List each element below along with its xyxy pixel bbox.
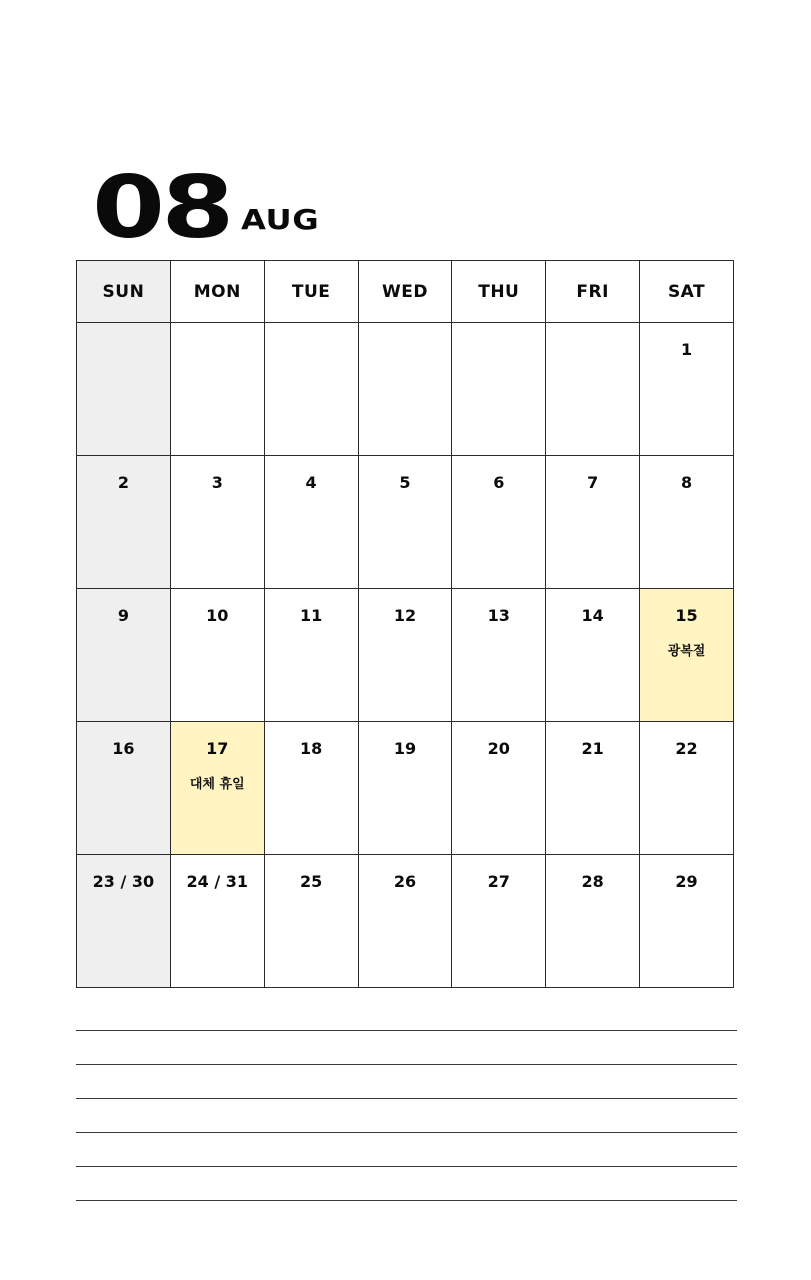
day-number: 13 <box>487 606 510 625</box>
day-number: 26 <box>393 872 417 891</box>
weekday-fri: FRI <box>546 261 640 323</box>
day-number: 6 <box>493 473 505 492</box>
day-cell-fri[interactable] <box>546 722 640 855</box>
calendar-grid <box>76 260 734 988</box>
week-row <box>77 589 734 722</box>
day-cell-thu[interactable] <box>452 323 546 456</box>
day-cell-wed[interactable] <box>358 855 452 988</box>
notes-area <box>76 1030 737 1234</box>
note-line[interactable] <box>76 1166 737 1167</box>
day-cell-sun[interactable] <box>77 722 171 855</box>
day-number: 5 <box>399 473 411 492</box>
day-number: 22 <box>675 739 698 758</box>
day-cell-tue[interactable] <box>264 456 358 589</box>
day-number: 4 <box>305 473 317 492</box>
note-line[interactable] <box>76 1030 737 1031</box>
holiday-label: 광복절 <box>667 644 706 659</box>
day-number: 12 <box>393 606 417 625</box>
day-number: 9 <box>117 606 129 625</box>
day-cell-wed[interactable] <box>358 456 452 589</box>
day-cell-sun[interactable] <box>77 456 171 589</box>
note-line[interactable] <box>76 1132 737 1133</box>
weekday-mon: MON <box>170 261 264 323</box>
day-cell-sat[interactable] <box>640 722 734 855</box>
weekday-tue: TUE <box>264 261 358 323</box>
calendar-body <box>77 323 734 988</box>
day-cell-fri[interactable] <box>546 855 640 988</box>
day-number: 11 <box>299 606 323 625</box>
day-cell-wed[interactable] <box>358 722 452 855</box>
day-cell-thu[interactable] <box>452 855 546 988</box>
day-cell-mon[interactable] <box>170 722 264 855</box>
day-number: 25 <box>299 872 323 891</box>
week-row <box>77 456 734 589</box>
day-number: 23 / 30 <box>92 872 155 891</box>
day-number: 8 <box>680 473 693 492</box>
weekday-thu: THU <box>452 261 546 323</box>
weekday-sat: SAT <box>640 261 734 323</box>
day-number: 29 <box>675 872 698 891</box>
day-cell-tue[interactable] <box>264 722 358 855</box>
day-cell-tue[interactable] <box>264 589 358 722</box>
day-number: 7 <box>587 473 599 492</box>
day-number: 18 <box>299 739 323 758</box>
day-cell-sat[interactable] <box>640 855 734 988</box>
day-cell-mon[interactable] <box>170 855 264 988</box>
day-number: 24 / 31 <box>186 872 249 891</box>
day-cell-mon[interactable] <box>170 456 264 589</box>
day-number: 14 <box>581 606 604 625</box>
week-row <box>77 855 734 988</box>
day-number: 16 <box>112 739 135 758</box>
day-cell-sat[interactable] <box>640 589 734 722</box>
day-cell-thu[interactable] <box>452 456 546 589</box>
note-line[interactable] <box>76 1098 737 1099</box>
day-cell-mon[interactable] <box>170 323 264 456</box>
day-number: 19 <box>393 739 417 758</box>
day-cell-tue[interactable] <box>264 855 358 988</box>
day-number: 3 <box>211 473 223 492</box>
weekday-sun: SUN <box>77 261 171 323</box>
day-cell-thu[interactable] <box>452 589 546 722</box>
day-number: 27 <box>487 872 510 891</box>
day-cell-mon[interactable] <box>170 589 264 722</box>
day-cell-sun[interactable] <box>77 855 171 988</box>
note-line[interactable] <box>76 1064 737 1065</box>
day-cell-sat[interactable] <box>640 456 734 589</box>
day-cell-fri[interactable] <box>546 456 640 589</box>
day-number: 1 <box>680 340 693 359</box>
day-number: 20 <box>487 739 510 758</box>
day-number: 10 <box>206 606 229 625</box>
week-row <box>77 323 734 456</box>
day-number: 21 <box>581 739 604 758</box>
week-row <box>77 722 734 855</box>
day-number: 2 <box>117 473 129 492</box>
month-number: 08 <box>92 158 231 258</box>
day-cell-fri[interactable] <box>546 589 640 722</box>
month-header <box>92 158 492 258</box>
day-cell-sun[interactable] <box>77 589 171 722</box>
day-cell-wed[interactable] <box>358 589 452 722</box>
day-number: 15 <box>675 606 698 625</box>
day-cell-sun[interactable] <box>77 323 171 456</box>
weekday-header-row <box>77 261 734 323</box>
holiday-label: 대체 휴일 <box>189 777 245 792</box>
weekday-wed: WED <box>358 261 452 323</box>
day-cell-thu[interactable] <box>452 722 546 855</box>
day-number: 17 <box>206 739 229 758</box>
day-cell-tue[interactable] <box>264 323 358 456</box>
note-line[interactable] <box>76 1200 737 1201</box>
day-cell-sat[interactable] <box>640 323 734 456</box>
day-number: 28 <box>581 872 604 891</box>
month-abbreviation: AUG <box>241 203 320 236</box>
day-cell-fri[interactable] <box>546 323 640 456</box>
day-cell-wed[interactable] <box>358 323 452 456</box>
